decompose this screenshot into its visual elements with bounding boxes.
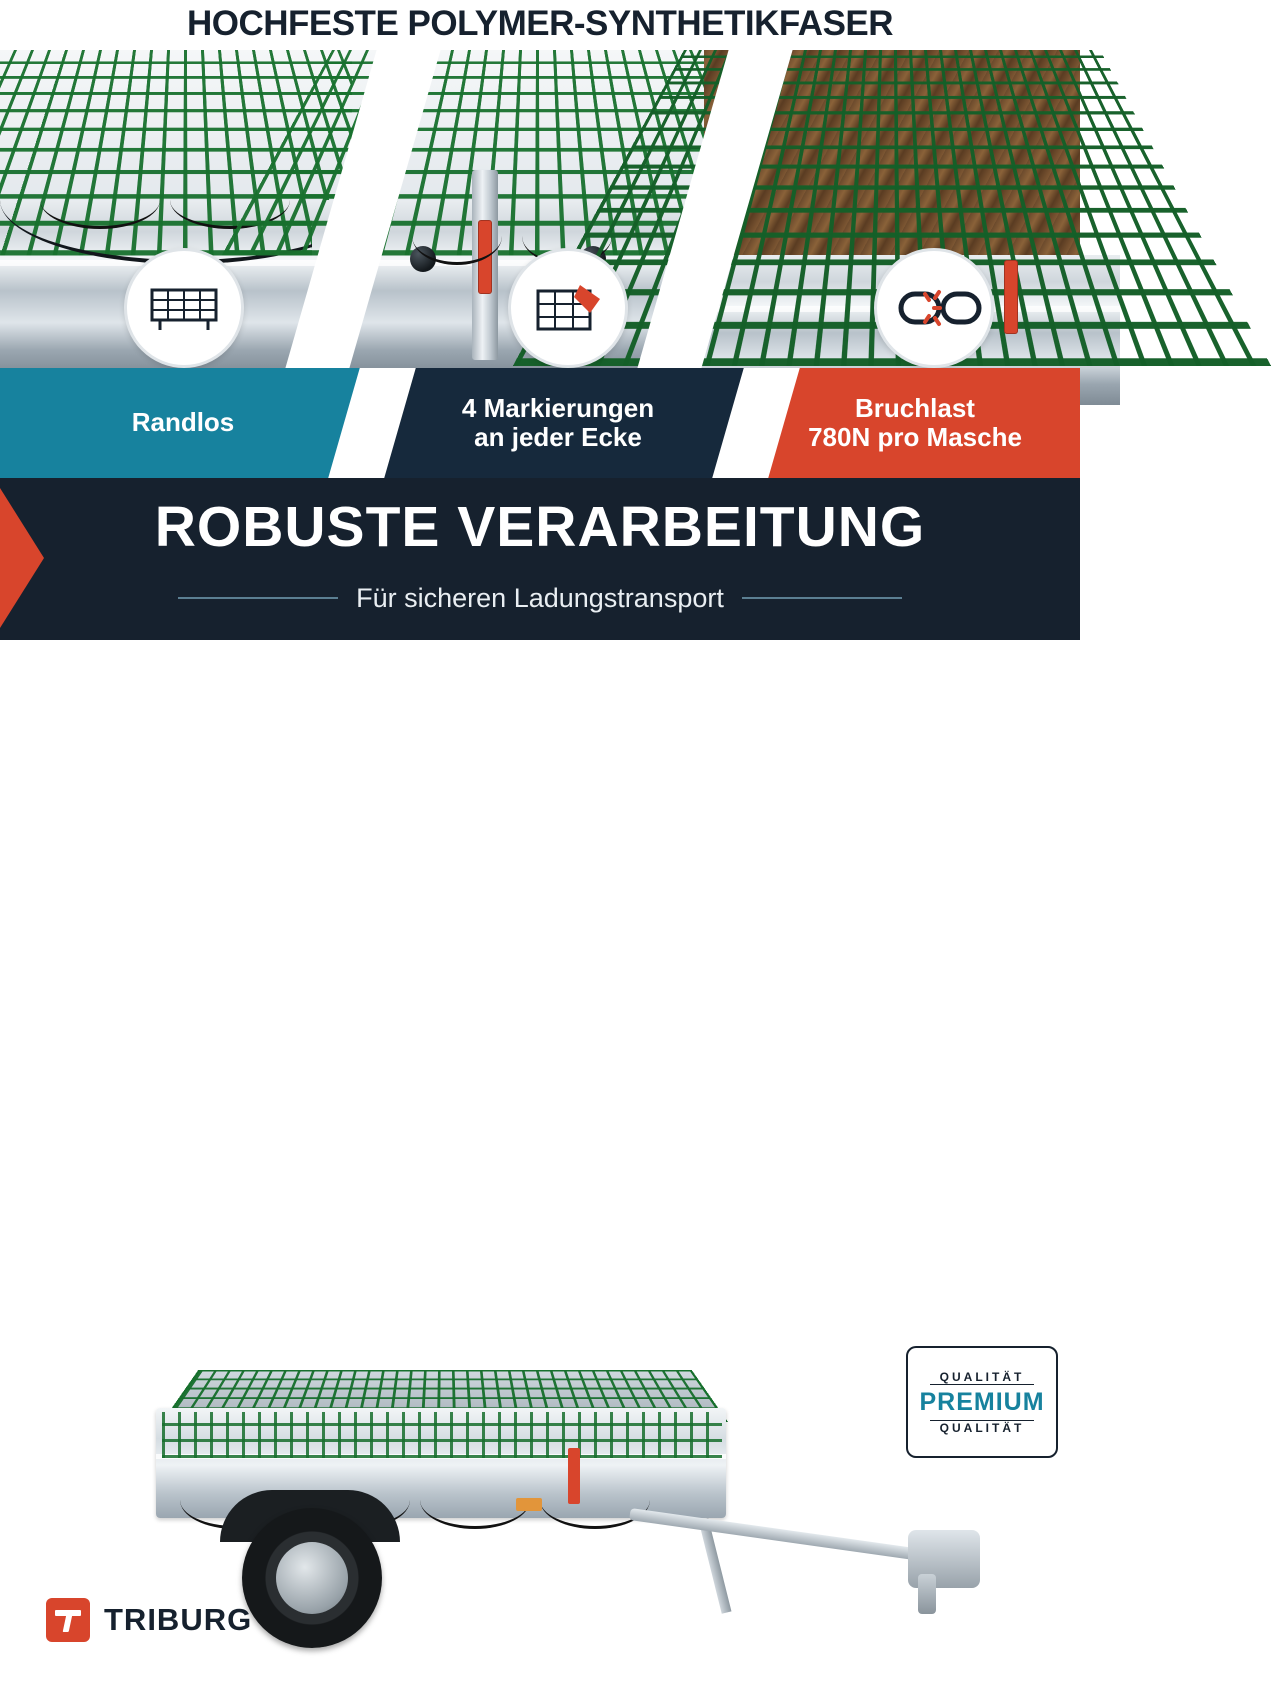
reflector-amber <box>516 1498 542 1511</box>
net-corner-marker-icon <box>530 277 606 339</box>
red-corner-marker-3 <box>1004 260 1018 334</box>
badge-randlos <box>124 248 244 368</box>
hero-scallop-c <box>420 1500 530 1529</box>
feature-bar-2 <box>366 368 750 478</box>
feature-bar-1 <box>0 368 366 478</box>
brand-lockup <box>46 1598 252 1642</box>
subtitle-rule-right <box>742 597 902 599</box>
premium-quality-seal <box>906 1346 1058 1458</box>
seal-bottom-text: QUALITÄT <box>939 1420 1025 1435</box>
feature-bar-2-label-line2: an jeder Ecke <box>474 422 642 452</box>
page-title: HOCHFESTE POLYMER-SYNTHETIKFASER <box>186 4 894 43</box>
net-skirt <box>162 1412 722 1458</box>
brand-name: TRIBURG <box>104 1602 253 1637</box>
seal-rule-top <box>930 1384 1034 1385</box>
net-edge-icon <box>146 280 222 336</box>
main-title: ROBUSTE VERARBEITUNG <box>154 495 926 559</box>
feature-bar-3-label-line1: Bruchlast <box>855 392 975 423</box>
seal-main-text: PREMIUM <box>919 1387 1045 1416</box>
subtitle: Für sicheren Ladungstransport <box>356 582 724 613</box>
feature-bars <box>0 368 1080 478</box>
seal-top-text: QUALITÄT <box>939 1369 1025 1384</box>
subtitle-row <box>0 578 1080 618</box>
trailer-wheel <box>242 1508 382 1648</box>
hero-section <box>0 640 1080 1637</box>
badge-bruchlast <box>874 248 994 368</box>
feature-bar-3-label-line2: 780N pro Masche <box>808 422 1022 452</box>
chain-break-icon <box>891 282 977 334</box>
triburg-logo-icon <box>46 1598 90 1642</box>
trailer-drawbar <box>629 1508 928 1562</box>
feature-bar-2-label-line1: 4 Markierungen <box>461 392 655 423</box>
subtitle-rule-left <box>178 597 338 599</box>
badge-markierungen <box>508 248 628 368</box>
feature-bar-1-label: Randlos <box>131 407 235 438</box>
feature-bar-3 <box>750 368 1080 478</box>
trailer-coupling <box>908 1530 980 1588</box>
red-marker-hero <box>568 1448 580 1504</box>
